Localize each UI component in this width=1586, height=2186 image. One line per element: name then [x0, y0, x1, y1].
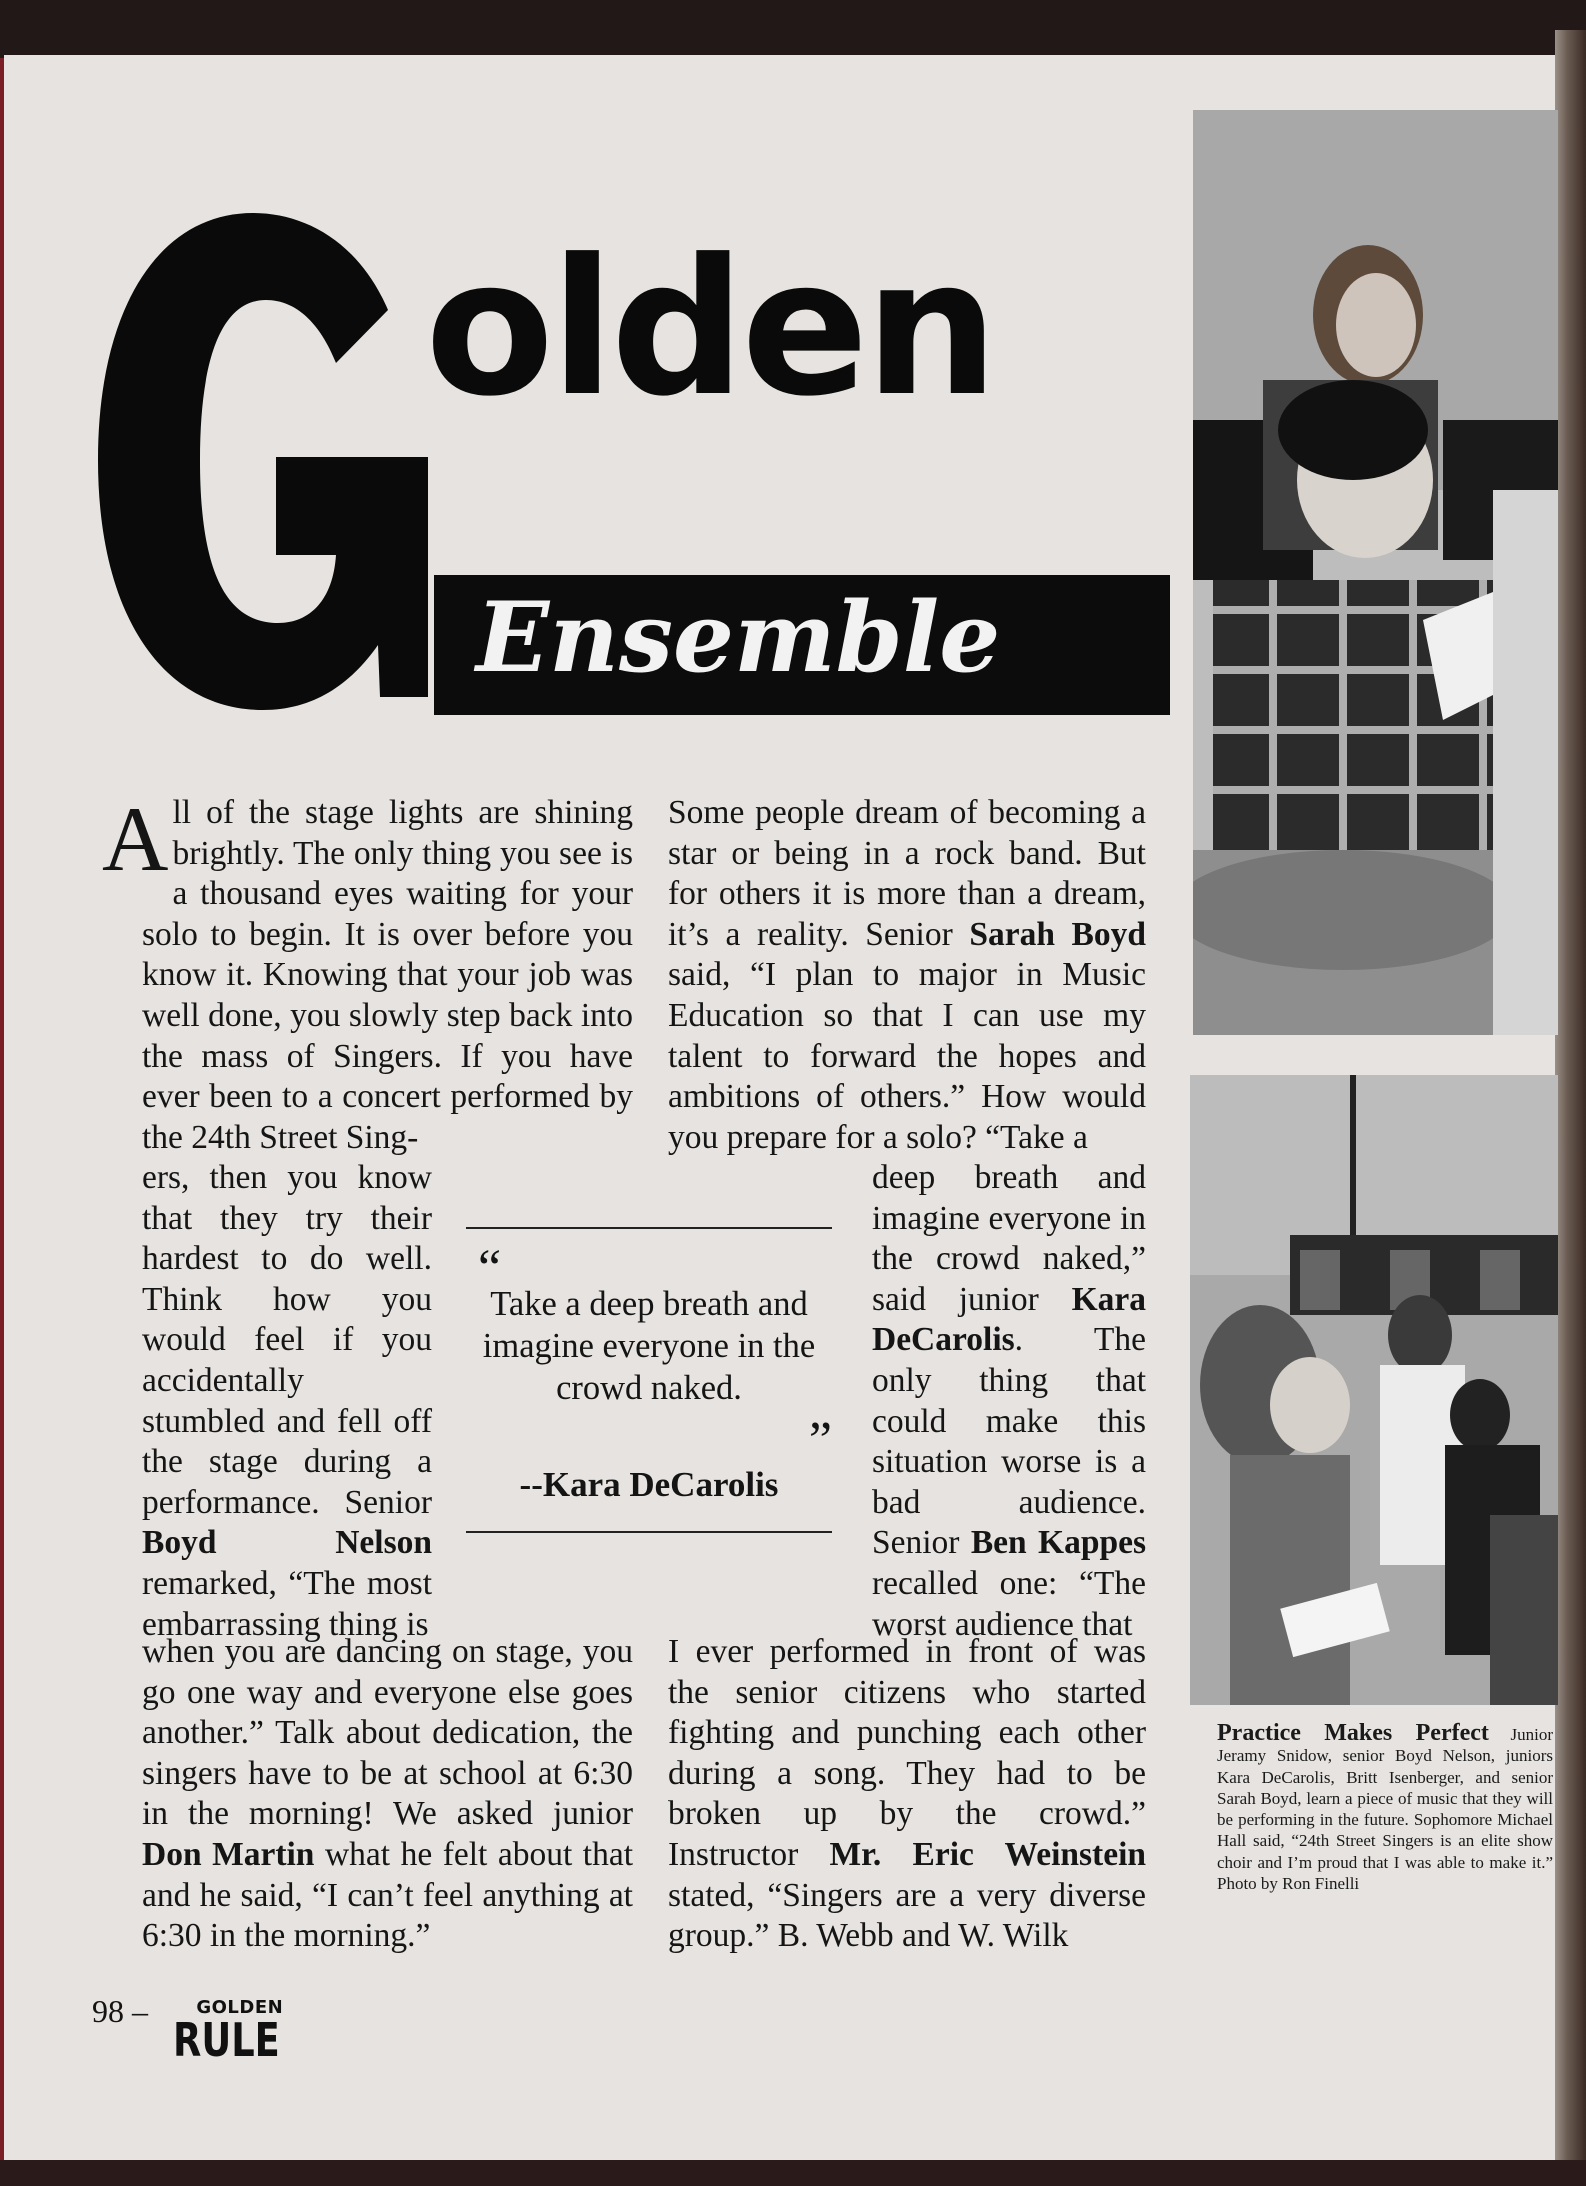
- text: ers, then you know that they try their hardest to do well. Think how you would feel if you accidentally stumbled and fell off the stage during a performance. Senior: [142, 1159, 432, 1521]
- scan-bottom-edge: [0, 2160, 1586, 2186]
- paragraph: [142, 1632, 633, 1957]
- scan-top-edge: [0, 0, 1586, 58]
- text: when you are dancing on stage, you go one way and everyone else goes another.” Talk about dedication, the singers have to be at school at 6:30 in the morning! We asked junior: [142, 1633, 633, 1833]
- logo-top: GOLDEN: [196, 1997, 284, 2018]
- title-word: olden: [425, 219, 995, 438]
- article-column-2-wrap: [872, 1158, 1146, 1645]
- text: deep breath and imagine everyone in the crowd naked,” said junior: [872, 1159, 1146, 1318]
- paragraph: [102, 788, 633, 1158]
- text: stated, “Singers are a very diverse group.” B. Webb and W. Wilk: [668, 1876, 1146, 1955]
- text: said, “I plan to major in Music Education so that I can use my talent to forward the hopes and ambitions of others.” How would you prepare for a solo? “Take a: [668, 956, 1146, 1156]
- student-name: Don Martin: [142, 1835, 315, 1873]
- photo-image: [1190, 1075, 1558, 1705]
- pull-quote-text: Take a deep breath and imagine everyone in the crowd naked.: [482, 1285, 816, 1407]
- student-name: Boyd Nelson: [142, 1524, 432, 1562]
- golden-rule-logo: [173, 1997, 307, 2067]
- student-name: Sarah Boyd: [969, 915, 1147, 953]
- open-quote-mark: “: [478, 1240, 502, 1297]
- caption-text: Junior Jeramy Snidow, senior Boyd Nelson, juniors Kara DeCarolis, Britt Isenberger, and senior Sarah Boyd, learn a piece of music that they will be performing in the future. Sophomore Michael Hall said, “24th Street Singers is an elite show choir and I’m proud that I was able to make it.” Photo by Ron Finelli: [1217, 1725, 1553, 1894]
- paragraph: [668, 1632, 1146, 1957]
- pull-quote-author: --Kara DeCarolis: [519, 1465, 779, 1504]
- photo-choir-rehearsal: [1190, 1075, 1558, 1705]
- staff-name: Mr. Eric Weinstein: [829, 1835, 1147, 1873]
- student-name: Ben Kappes: [970, 1524, 1146, 1562]
- caption-title: Practice Makes Perfect: [1217, 1720, 1489, 1746]
- text: what he felt about that and he said, “I can’t feel anything at 6:30 in the morning.”: [142, 1835, 634, 1955]
- text: Some people dream of becoming a star or being in a rock band. But for others it is more than a dream, it’s a reality. Senior: [668, 794, 1146, 953]
- logo-bottom: RULE: [173, 2013, 280, 2067]
- article-column-2-bottom: [668, 1632, 1146, 1957]
- paragraph: [872, 1158, 1146, 1645]
- pull-quote-top-rule: [466, 1227, 832, 1229]
- pull-quote: [466, 1227, 832, 1533]
- article-column-2: [668, 793, 1146, 1158]
- pull-quote-bottom-rule: [466, 1531, 832, 1533]
- close-quote-mark: ”: [808, 1412, 832, 1469]
- text: remarked, “The most embarrassing thing is: [142, 1564, 432, 1643]
- article-column-1-wrap: [142, 1158, 432, 1645]
- photo-image: [1193, 110, 1558, 1035]
- photo-singers-practice: [1193, 110, 1558, 1035]
- drop-cap: A: [102, 788, 169, 890]
- student-name: Kara DeCarolis: [872, 1280, 1147, 1359]
- text: . The only thing that could make this situation worse is a bad audience. Senior: [872, 1321, 1146, 1562]
- subtitle: Ensemble: [476, 581, 1001, 694]
- text: ll of the stage lights are shining brightly. The only thing you see is a thousand eyes waiting for your solo to begin. It is over before you know it. Knowing that your job was well done, you slowly step back into the mass of Singers. If you have ever been to a concert performed by the 24th Street Sing-: [142, 794, 633, 1156]
- text: I ever performed in front of was the senior citizens who started fighting and punching each other during a song. They had to be broken up by the crowd.” Instructor: [668, 1633, 1146, 1873]
- paragraph: [142, 1158, 432, 1645]
- photo-caption: [1217, 1720, 1553, 1894]
- page-number: 98 –: [92, 1993, 148, 2029]
- binding-spine: [1555, 30, 1586, 2170]
- article-column-1: [102, 788, 633, 1158]
- text: recalled one: “The worst audience that: [872, 1564, 1146, 1643]
- paragraph: [668, 793, 1146, 1158]
- title-initial-g: [88, 205, 438, 725]
- article-column-1-bottom: [142, 1632, 633, 1957]
